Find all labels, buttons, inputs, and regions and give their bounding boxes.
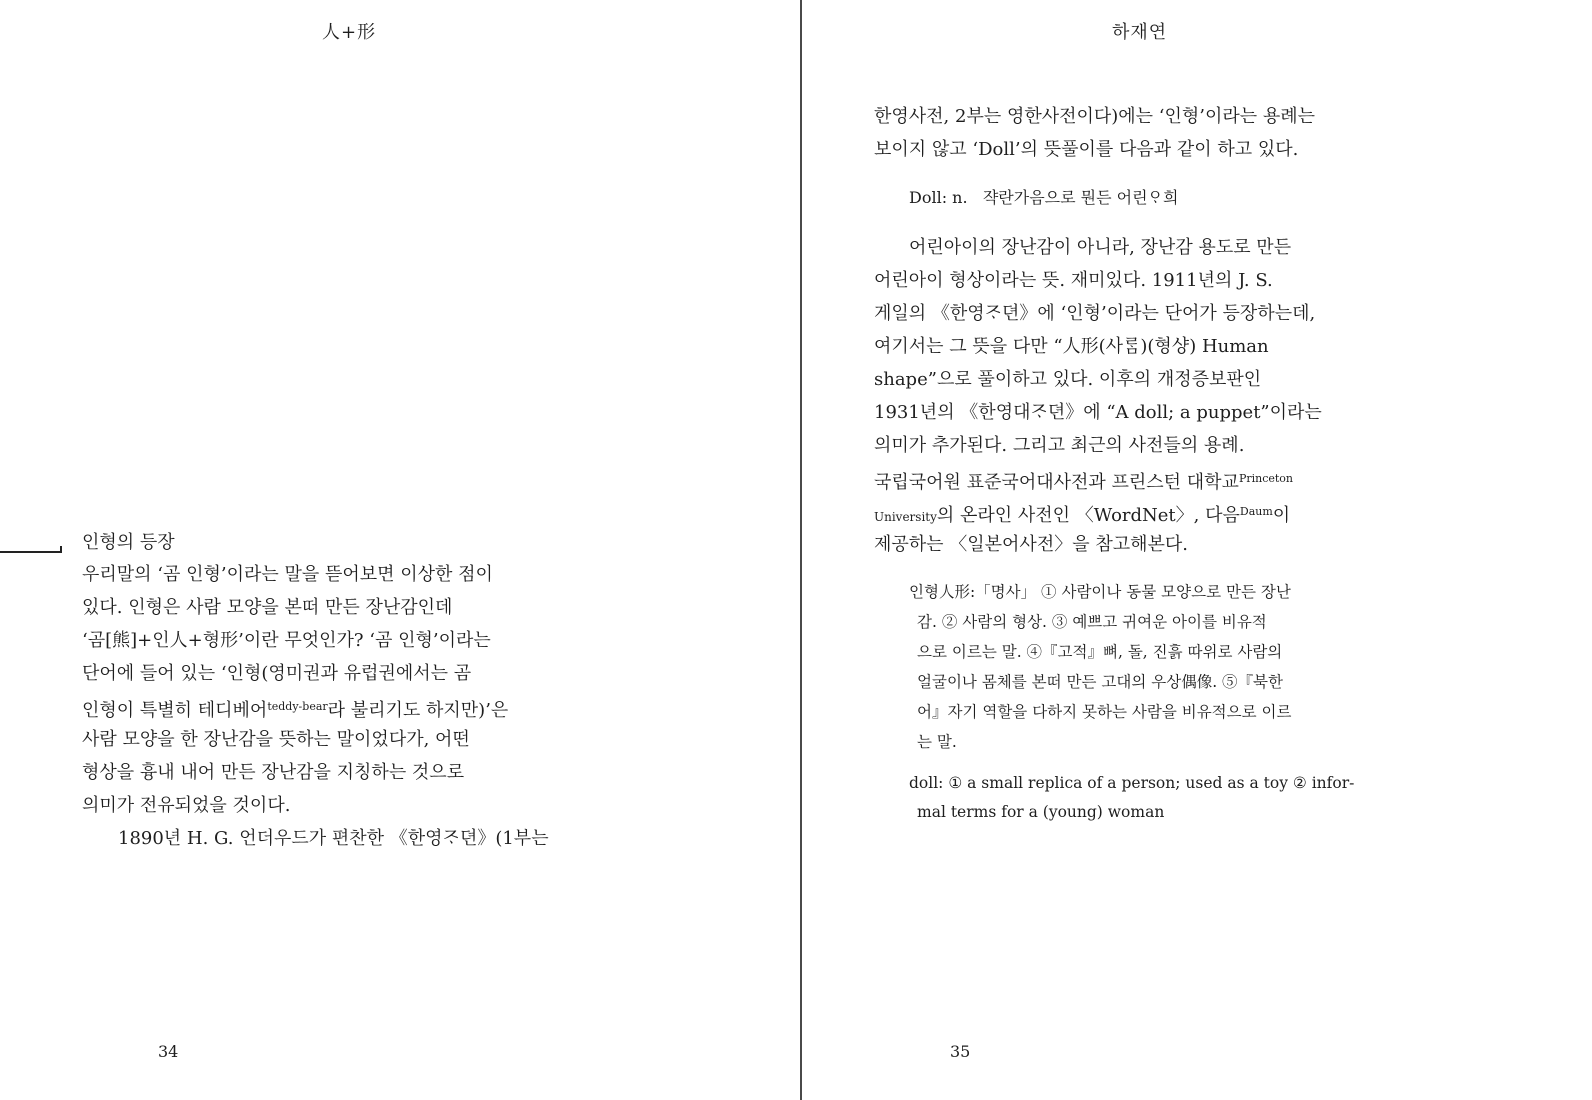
english-dictionary-entry-line: mal terms for a (young) woman bbox=[917, 803, 1165, 821]
body-line: 어린아이 형상이라는 뜻. 재미있다. 1911년의 J. S. bbox=[874, 270, 1273, 291]
english-gloss: Princeton bbox=[1238, 472, 1293, 485]
page-number-right: 35 bbox=[950, 1042, 971, 1061]
body-text: 라 불리기도 하지만)’은 bbox=[327, 700, 509, 721]
korean-dictionary-entry-line: 얼굴이나 몸체를 본떠 만든 고대의 우상偶像. ⑤『북한 bbox=[917, 673, 1284, 691]
body-text: 인형이 특별히 테디베어 bbox=[82, 700, 268, 721]
section-marker-tick bbox=[60, 546, 62, 552]
body-line: ‘곰[熊]+인人+형形’이란 무엇인가? ‘곰 인형’이라는 bbox=[82, 630, 491, 651]
body-line: 사람 모양을 한 장난감을 뜻하는 말이었다가, 어떤 bbox=[82, 729, 470, 750]
body-text: 이 bbox=[1272, 505, 1291, 526]
body-line: 의미가 추가된다. 그리고 최근의 사전들의 용례. bbox=[874, 435, 1245, 456]
body-line: 제공하는 〈일본어사전〉을 참고해본다. bbox=[874, 534, 1188, 555]
korean-dictionary-entry-line: 는 말. bbox=[917, 733, 957, 751]
body-line: 의미가 전유되었을 것이다. bbox=[82, 795, 291, 816]
quote-definition: 쟉란가음으로 뭔든 어린ᄋᆞ희 bbox=[982, 188, 1179, 207]
running-head-left: 人+形 bbox=[322, 22, 377, 43]
body-line: 게일의 《한영ᄌᆞ뎐》에 ‘인형’이라는 단어가 등장하는데, bbox=[874, 303, 1316, 324]
body-line-with-gloss bbox=[874, 500, 1290, 529]
english-gloss: University bbox=[874, 510, 937, 524]
dictionary-quote bbox=[909, 187, 1178, 209]
body-line: shape”으로 풀이하고 있다. 이후의 개정증보판인 bbox=[874, 369, 1262, 390]
body-line: 단어에 들어 있는 ‘인형(영미권과 유럽권에서는 곰 bbox=[82, 663, 472, 684]
quote-headword: Doll: n. bbox=[909, 188, 968, 207]
section-marker-rule bbox=[0, 551, 62, 553]
body-line-with-gloss bbox=[874, 467, 1293, 495]
body-line: 형상을 흉내 내어 만든 장난감을 지칭하는 것으로 bbox=[82, 762, 465, 783]
korean-dictionary-entry-line: 감. ② 사람의 형상. ③ 예쁘고 귀여운 아이를 비유적 bbox=[917, 613, 1267, 631]
body-text: 국립국어원 표준국어대사전과 프린스턴 대학교 bbox=[874, 472, 1239, 493]
korean-dictionary-entry-line: 어』자기 역할을 다하지 못하는 사람을 비유적으로 이르 bbox=[917, 703, 1292, 721]
body-line: 여기서는 그 뜻을 다만 “人形(사ᄅᆞᆷ)(형샹) Human bbox=[874, 336, 1269, 357]
page-number-left: 34 bbox=[158, 1042, 179, 1061]
korean-dictionary-entry-line: 으로 이르는 말. ④『고적』뼈, 돌, 진흙 따위로 사람의 bbox=[917, 643, 1283, 661]
body-line: 있다. 인형은 사람 모양을 본떠 만든 장난감인데 bbox=[82, 597, 453, 618]
body-line: 어린아이의 장난감이 아니라, 장난감 용도로 만든 bbox=[909, 237, 1292, 258]
english-gloss: teddy-bear bbox=[267, 700, 328, 713]
body-line: 한영사전, 2부는 영한사전이다)에는 ‘인형’이라는 용례는 bbox=[874, 106, 1316, 127]
body-line: 우리말의 ‘곰 인형’이라는 말을 뜯어보면 이상한 점이 bbox=[82, 564, 493, 585]
body-line-with-gloss bbox=[82, 695, 508, 723]
body-line: 1931년의 《한영대ᄌᆞ뎐》에 “A doll; a puppet”이라는 bbox=[874, 402, 1322, 423]
body-line: 보이지 않고 ‘Doll’의 뜻풀이를 다음과 같이 하고 있다. bbox=[874, 139, 1299, 160]
english-gloss: Daum bbox=[1239, 505, 1273, 518]
korean-dictionary-entry-line: 인형人形:「명사」 ① 사람이나 동물 모양으로 만든 장난 bbox=[909, 583, 1291, 601]
running-head-right: 하재연 bbox=[1112, 22, 1168, 43]
body-text: 의 온라인 사전인 〈WordNet〉, 다음 bbox=[936, 505, 1240, 526]
right-page bbox=[802, 0, 1592, 1100]
section-heading: 인형의 등장 bbox=[82, 532, 175, 553]
english-dictionary-entry-line: doll: ① a small replica of a person; used as a toy ② infor- bbox=[909, 774, 1355, 792]
body-line: 1890년 H. G. 언더우드가 편찬한 《한영ᄌᆞ뎐》(1부는 bbox=[118, 828, 549, 849]
